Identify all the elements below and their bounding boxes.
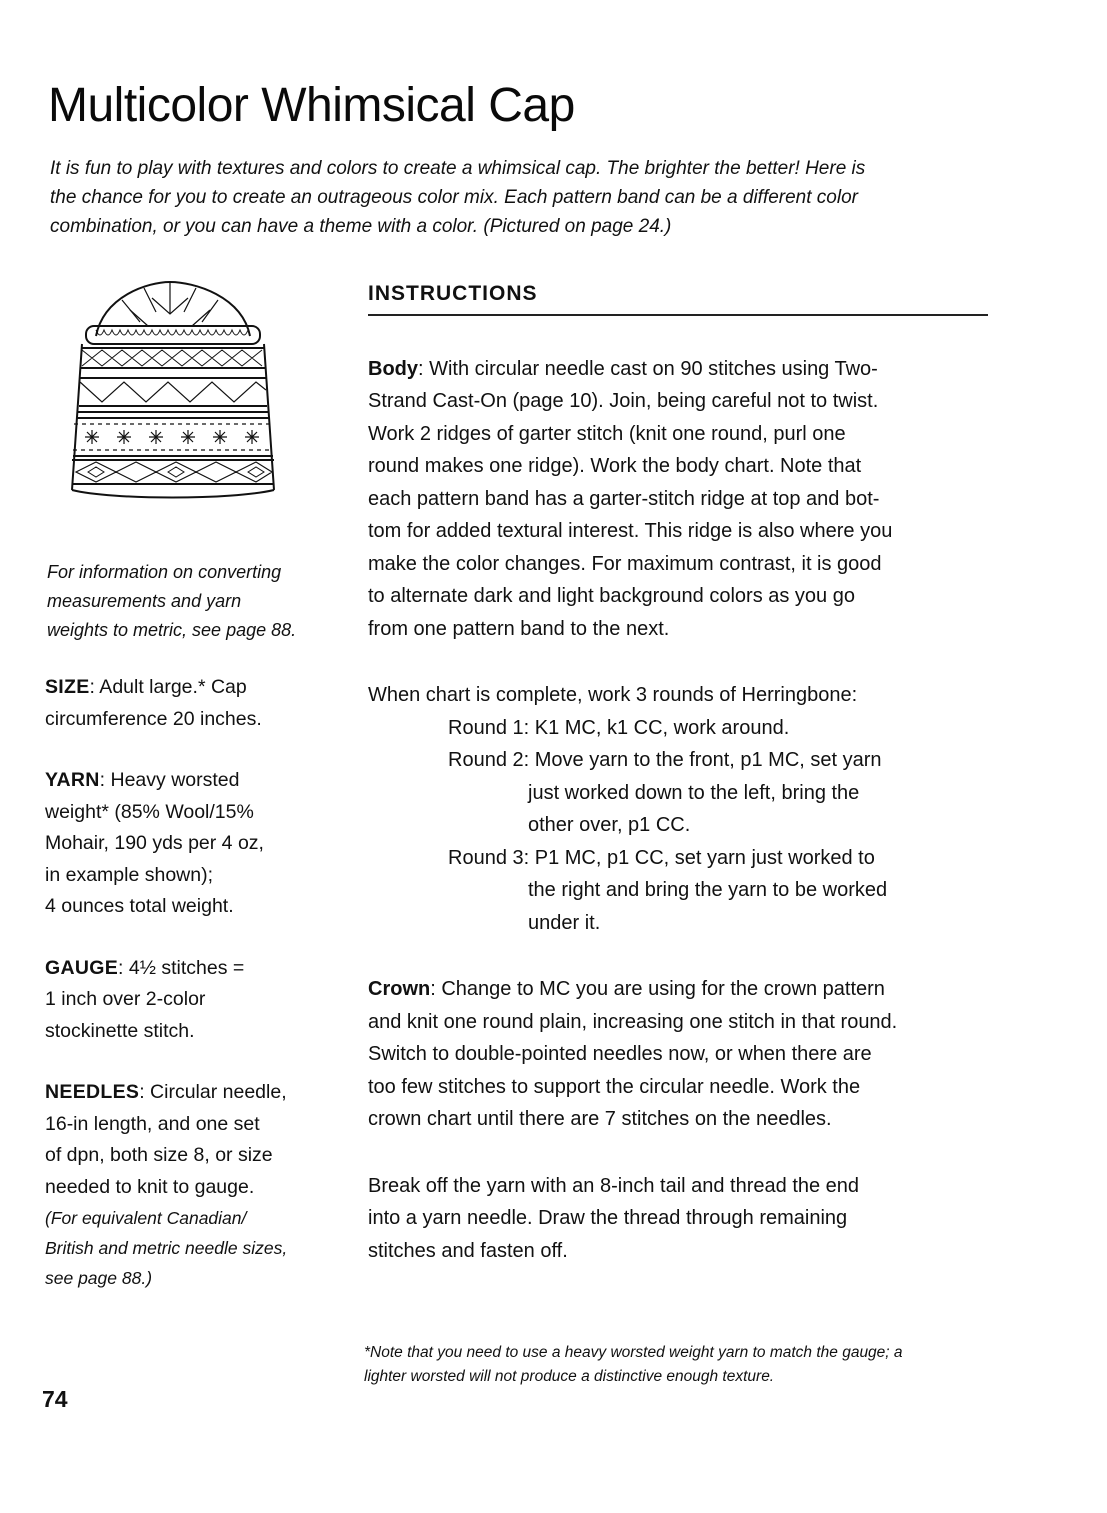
body-line: : With circular needle cast on 90 stitches using Two- [418,357,878,380]
body-paragraph [368,353,988,646]
intro-line: combination, or you can have a theme with a color. (Pictured on page 24.) [50,216,672,237]
knit-cap-drawing-icon [52,278,288,504]
yarn-text: 4 ounces total weight. [45,895,234,917]
round-item [368,842,988,940]
crown-line: Switch to double-pointed needles now, or when there are [368,1043,872,1065]
body-line: tom for added textural interest. This ridge is also where you [368,520,893,542]
round-continuation: just worked down to the left, bring the [528,781,860,804]
crown-line: : Change to MC you are using for the crown pattern [430,978,885,1000]
finish-line: stitches and fasten off. [368,1239,568,1262]
yarn-text: in example shown); [45,863,213,886]
materials-sidebar [45,558,315,1323]
instructions-column [368,278,988,1267]
body-line: from one pattern band to the next. [368,617,670,640]
needles-label: NEEDLES [45,1081,140,1103]
footnote-line: *Note that you need to use a heavy worsted weight yarn to match the gauge; a [364,1344,903,1361]
crown-line: crown chart until there are 7 stitches on the needles. [368,1108,832,1130]
needles-text: : Circular needle, [139,1081,287,1103]
round-continuation: under it. [528,911,601,934]
metric-note-line: For information on converting [47,562,282,582]
herringbone-rounds [368,712,988,940]
round-item [368,744,988,842]
needles-size-note: (For equivalent Canadian/ [45,1208,247,1228]
crown-line: and knit one round plain, increasing one stitch in that round. [368,1010,898,1033]
page-number: 74 [42,1386,68,1412]
needles-spec [45,1077,315,1293]
footnote-line: lighter worsted will not produce a distinctive enough texture. [364,1368,775,1385]
needles-size-note: see page 88.) [45,1268,153,1288]
metric-note-line: measurements and yarn [47,591,242,611]
round-continuation: other over, p1 CC. [528,814,691,836]
needles-size-note: British and metric needle sizes, [45,1238,288,1258]
gauge-text: : 4½ stitches = [118,956,245,979]
size-text: : Adult large.* Cap [89,676,247,698]
gauge-text: stockinette stitch. [45,1019,195,1042]
page-title: Multicolor Whimsical Cap [48,79,575,132]
round-item [368,712,988,745]
size-label: SIZE [45,676,90,698]
crown-label: Crown [368,978,431,1000]
body-label: Body [368,357,418,380]
round-continuation: the right and bring the yarn to be worked [528,879,888,901]
size-spec [45,672,315,735]
gauge-label: GAUGE [45,956,119,979]
metric-note [47,558,315,645]
body-line: Strand Cast-On (page 10). Join, being careful not to twist. [368,390,879,412]
yarn-text: : Heavy worsted [99,769,240,791]
finish-paragraph [368,1170,988,1268]
metric-note-line: weights to metric, see page 88. [47,620,297,640]
gauge-spec [45,953,315,1048]
finish-line: Break off the yarn with an 8-inch tail and thread the end [368,1174,860,1197]
crown-line: too few stitches to support the circular needle. Work the [368,1075,861,1098]
needles-text: of dpn, both size 8, or size [45,1144,273,1166]
gauge-text: 1 inch over 2-color [45,988,206,1010]
yarn-spec [45,765,315,923]
round-line: Round 1: K1 MC, k1 CC, work around. [448,716,790,739]
instructions-heading: INSTRUCTIONS [368,278,988,316]
body-line: Work 2 ridges of garter stitch (knit one round, purl one [368,422,846,445]
yarn-text: weight* (85% Wool/15% [45,800,254,823]
needles-text: 16-in length, and one set [45,1112,260,1135]
body-line: to alternate dark and light background colors as you go [368,585,855,607]
intro-line: the chance for you to create an outrageous color mix. Each pattern band can be a different color [50,187,858,208]
finish-line: into a yarn needle. Draw the thread through remaining [368,1207,848,1229]
herringbone-intro [368,679,988,712]
body-line: round makes one ridge). Work the body chart. Note that [368,455,862,477]
intro-line: It is fun to play with textures and colors to create a whimsical cap. The brighter the better! Here is [50,158,866,179]
size-text: circumference 20 inches. [45,707,262,730]
body-line: each pattern band has a garter-stitch ridge at top and bot- [368,487,880,510]
crown-paragraph [368,973,988,1136]
intro-text [50,154,950,241]
yarn-text: Mohair, 190 yds per 4 oz, [45,832,264,854]
body-line: make the color changes. For maximum contrast, it is good [368,552,882,575]
yarn-label: YARN [45,769,100,791]
round-line: Round 3: P1 MC, p1 CC, set yarn just worked to [448,846,875,869]
round-line: Round 2: Move yarn to the front, p1 MC, set yarn [448,749,882,771]
needles-text: needed to knit to gauge. [45,1175,255,1198]
herringbone-intro-line: When chart is complete, work 3 rounds of Herringbone: [368,684,858,706]
yarn-weight-footnote [364,1341,1004,1389]
